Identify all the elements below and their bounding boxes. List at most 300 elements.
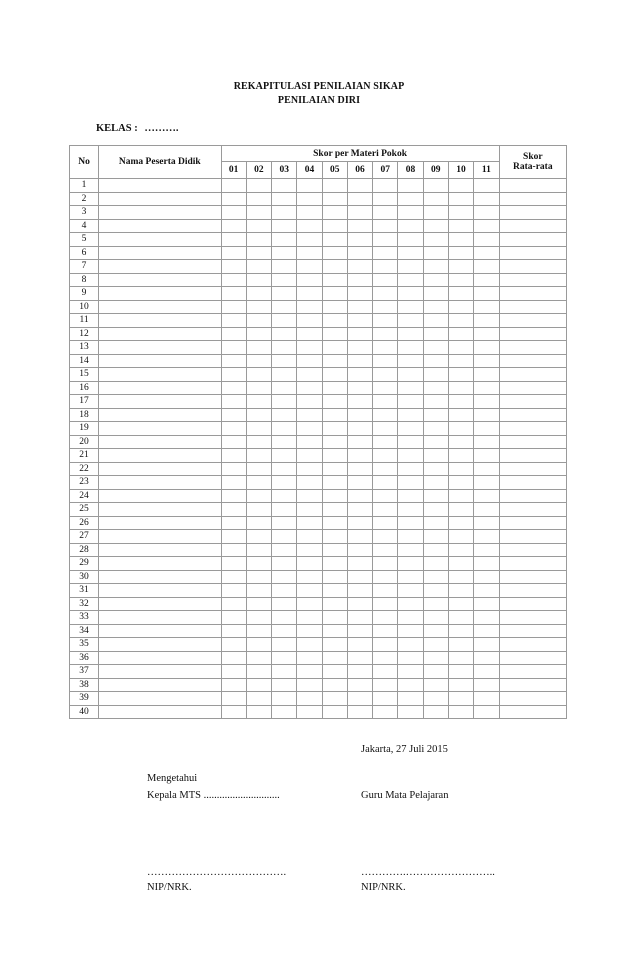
score-cell-08[interactable] [398, 705, 423, 719]
score-cell-05[interactable] [322, 611, 347, 625]
average-score-cell[interactable] [499, 692, 566, 706]
student-name-cell[interactable] [99, 435, 221, 449]
score-cell-06[interactable] [347, 300, 372, 314]
score-cell-04[interactable] [297, 584, 322, 598]
score-cell-05[interactable] [322, 557, 347, 571]
score-cell-11[interactable] [474, 476, 499, 490]
score-cell-01[interactable] [221, 705, 246, 719]
average-score-cell[interactable] [499, 327, 566, 341]
student-name-cell[interactable] [99, 246, 221, 260]
score-cell-04[interactable] [297, 435, 322, 449]
student-name-cell[interactable] [99, 260, 221, 274]
score-cell-04[interactable] [297, 503, 322, 517]
score-cell-10[interactable] [448, 462, 473, 476]
score-cell-06[interactable] [347, 651, 372, 665]
score-cell-03[interactable] [272, 543, 297, 557]
score-cell-08[interactable] [398, 597, 423, 611]
score-cell-07[interactable] [373, 287, 398, 301]
score-cell-11[interactable] [474, 341, 499, 355]
score-cell-08[interactable] [398, 381, 423, 395]
score-cell-09[interactable] [423, 206, 448, 220]
student-name-cell[interactable] [99, 341, 221, 355]
score-cell-05[interactable] [322, 273, 347, 287]
score-cell-04[interactable] [297, 462, 322, 476]
score-cell-05[interactable] [322, 665, 347, 679]
average-score-cell[interactable] [499, 246, 566, 260]
average-score-cell[interactable] [499, 341, 566, 355]
score-cell-08[interactable] [398, 611, 423, 625]
score-cell-01[interactable] [221, 381, 246, 395]
student-name-cell[interactable] [99, 381, 221, 395]
score-cell-07[interactable] [373, 395, 398, 409]
average-score-cell[interactable] [499, 233, 566, 247]
score-cell-05[interactable] [322, 287, 347, 301]
score-cell-09[interactable] [423, 287, 448, 301]
score-cell-03[interactable] [272, 246, 297, 260]
score-cell-09[interactable] [423, 341, 448, 355]
score-cell-04[interactable] [297, 219, 322, 233]
score-cell-04[interactable] [297, 678, 322, 692]
score-cell-09[interactable] [423, 314, 448, 328]
score-cell-05[interactable] [322, 651, 347, 665]
score-cell-11[interactable] [474, 327, 499, 341]
score-cell-07[interactable] [373, 449, 398, 463]
score-cell-10[interactable] [448, 192, 473, 206]
score-cell-04[interactable] [297, 543, 322, 557]
score-cell-07[interactable] [373, 462, 398, 476]
score-cell-10[interactable] [448, 638, 473, 652]
score-cell-01[interactable] [221, 638, 246, 652]
score-cell-06[interactable] [347, 624, 372, 638]
score-cell-11[interactable] [474, 489, 499, 503]
score-cell-03[interactable] [272, 287, 297, 301]
score-cell-10[interactable] [448, 408, 473, 422]
score-cell-02[interactable] [246, 300, 271, 314]
score-cell-10[interactable] [448, 179, 473, 193]
score-cell-05[interactable] [322, 476, 347, 490]
score-cell-01[interactable] [221, 408, 246, 422]
score-cell-01[interactable] [221, 678, 246, 692]
student-name-cell[interactable] [99, 570, 221, 584]
score-cell-06[interactable] [347, 395, 372, 409]
score-cell-01[interactable] [221, 503, 246, 517]
score-cell-07[interactable] [373, 260, 398, 274]
score-cell-04[interactable] [297, 381, 322, 395]
average-score-cell[interactable] [499, 557, 566, 571]
score-cell-08[interactable] [398, 314, 423, 328]
student-name-cell[interactable] [99, 449, 221, 463]
score-cell-02[interactable] [246, 503, 271, 517]
score-cell-06[interactable] [347, 489, 372, 503]
score-cell-05[interactable] [322, 341, 347, 355]
score-cell-05[interactable] [322, 260, 347, 274]
score-cell-06[interactable] [347, 287, 372, 301]
score-cell-07[interactable] [373, 192, 398, 206]
average-score-cell[interactable] [499, 192, 566, 206]
score-cell-03[interactable] [272, 638, 297, 652]
score-cell-11[interactable] [474, 597, 499, 611]
score-cell-11[interactable] [474, 368, 499, 382]
score-cell-01[interactable] [221, 233, 246, 247]
score-cell-03[interactable] [272, 179, 297, 193]
score-cell-01[interactable] [221, 206, 246, 220]
score-cell-10[interactable] [448, 300, 473, 314]
score-cell-07[interactable] [373, 678, 398, 692]
score-cell-09[interactable] [423, 192, 448, 206]
student-name-cell[interactable] [99, 624, 221, 638]
score-cell-10[interactable] [448, 665, 473, 679]
score-cell-08[interactable] [398, 287, 423, 301]
score-cell-09[interactable] [423, 476, 448, 490]
average-score-cell[interactable] [499, 597, 566, 611]
score-cell-06[interactable] [347, 192, 372, 206]
score-cell-11[interactable] [474, 314, 499, 328]
score-cell-06[interactable] [347, 327, 372, 341]
score-cell-08[interactable] [398, 219, 423, 233]
score-cell-10[interactable] [448, 557, 473, 571]
student-name-cell[interactable] [99, 651, 221, 665]
score-cell-10[interactable] [448, 476, 473, 490]
score-cell-01[interactable] [221, 192, 246, 206]
score-cell-02[interactable] [246, 462, 271, 476]
score-cell-01[interactable] [221, 597, 246, 611]
score-cell-01[interactable] [221, 651, 246, 665]
score-cell-11[interactable] [474, 408, 499, 422]
score-cell-03[interactable] [272, 705, 297, 719]
student-name-cell[interactable] [99, 611, 221, 625]
student-name-cell[interactable] [99, 476, 221, 490]
score-cell-07[interactable] [373, 489, 398, 503]
score-cell-09[interactable] [423, 651, 448, 665]
score-cell-07[interactable] [373, 692, 398, 706]
student-name-cell[interactable] [99, 530, 221, 544]
score-cell-07[interactable] [373, 179, 398, 193]
average-score-cell[interactable] [499, 638, 566, 652]
score-cell-04[interactable] [297, 422, 322, 436]
score-cell-07[interactable] [373, 246, 398, 260]
score-cell-02[interactable] [246, 395, 271, 409]
average-score-cell[interactable] [499, 314, 566, 328]
score-cell-03[interactable] [272, 260, 297, 274]
score-cell-02[interactable] [246, 557, 271, 571]
student-name-cell[interactable] [99, 503, 221, 517]
score-cell-06[interactable] [347, 368, 372, 382]
score-cell-08[interactable] [398, 462, 423, 476]
score-cell-04[interactable] [297, 692, 322, 706]
student-name-cell[interactable] [99, 219, 221, 233]
score-cell-11[interactable] [474, 449, 499, 463]
score-cell-08[interactable] [398, 543, 423, 557]
score-cell-08[interactable] [398, 476, 423, 490]
average-score-cell[interactable] [499, 611, 566, 625]
score-cell-02[interactable] [246, 368, 271, 382]
student-name-cell[interactable] [99, 287, 221, 301]
score-cell-06[interactable] [347, 354, 372, 368]
score-cell-02[interactable] [246, 584, 271, 598]
score-cell-11[interactable] [474, 611, 499, 625]
score-cell-02[interactable] [246, 422, 271, 436]
score-cell-04[interactable] [297, 246, 322, 260]
score-cell-04[interactable] [297, 408, 322, 422]
score-cell-07[interactable] [373, 327, 398, 341]
score-cell-07[interactable] [373, 435, 398, 449]
score-cell-03[interactable] [272, 314, 297, 328]
score-cell-06[interactable] [347, 422, 372, 436]
score-cell-07[interactable] [373, 638, 398, 652]
score-cell-11[interactable] [474, 219, 499, 233]
score-cell-08[interactable] [398, 260, 423, 274]
score-cell-07[interactable] [373, 300, 398, 314]
score-cell-08[interactable] [398, 233, 423, 247]
score-cell-10[interactable] [448, 543, 473, 557]
student-name-cell[interactable] [99, 354, 221, 368]
score-cell-05[interactable] [322, 530, 347, 544]
student-name-cell[interactable] [99, 678, 221, 692]
score-cell-11[interactable] [474, 179, 499, 193]
score-cell-09[interactable] [423, 516, 448, 530]
student-name-cell[interactable] [99, 300, 221, 314]
score-cell-01[interactable] [221, 611, 246, 625]
score-cell-07[interactable] [373, 368, 398, 382]
score-cell-08[interactable] [398, 557, 423, 571]
score-cell-02[interactable] [246, 476, 271, 490]
score-cell-11[interactable] [474, 543, 499, 557]
score-cell-10[interactable] [448, 260, 473, 274]
average-score-cell[interactable] [499, 543, 566, 557]
score-cell-02[interactable] [246, 489, 271, 503]
score-cell-10[interactable] [448, 368, 473, 382]
score-cell-02[interactable] [246, 381, 271, 395]
score-cell-11[interactable] [474, 192, 499, 206]
score-cell-06[interactable] [347, 246, 372, 260]
score-cell-06[interactable] [347, 516, 372, 530]
score-cell-08[interactable] [398, 665, 423, 679]
score-cell-05[interactable] [322, 233, 347, 247]
score-cell-02[interactable] [246, 678, 271, 692]
score-cell-04[interactable] [297, 395, 322, 409]
score-cell-07[interactable] [373, 665, 398, 679]
average-score-cell[interactable] [499, 705, 566, 719]
score-cell-02[interactable] [246, 327, 271, 341]
score-cell-08[interactable] [398, 368, 423, 382]
score-cell-02[interactable] [246, 651, 271, 665]
score-cell-08[interactable] [398, 300, 423, 314]
score-cell-01[interactable] [221, 584, 246, 598]
score-cell-11[interactable] [474, 584, 499, 598]
score-cell-09[interactable] [423, 273, 448, 287]
score-cell-02[interactable] [246, 449, 271, 463]
score-cell-07[interactable] [373, 219, 398, 233]
score-cell-10[interactable] [448, 530, 473, 544]
score-cell-06[interactable] [347, 341, 372, 355]
score-cell-04[interactable] [297, 489, 322, 503]
student-name-cell[interactable] [99, 489, 221, 503]
score-cell-02[interactable] [246, 273, 271, 287]
score-cell-10[interactable] [448, 570, 473, 584]
score-cell-05[interactable] [322, 368, 347, 382]
score-cell-08[interactable] [398, 678, 423, 692]
score-cell-02[interactable] [246, 206, 271, 220]
score-cell-01[interactable] [221, 300, 246, 314]
score-cell-04[interactable] [297, 557, 322, 571]
score-cell-02[interactable] [246, 246, 271, 260]
score-cell-03[interactable] [272, 341, 297, 355]
score-cell-02[interactable] [246, 408, 271, 422]
score-cell-01[interactable] [221, 327, 246, 341]
score-cell-11[interactable] [474, 557, 499, 571]
score-cell-04[interactable] [297, 651, 322, 665]
score-cell-03[interactable] [272, 422, 297, 436]
score-cell-11[interactable] [474, 462, 499, 476]
score-cell-02[interactable] [246, 314, 271, 328]
score-cell-05[interactable] [322, 354, 347, 368]
score-cell-01[interactable] [221, 462, 246, 476]
score-cell-04[interactable] [297, 273, 322, 287]
average-score-cell[interactable] [499, 219, 566, 233]
average-score-cell[interactable] [499, 206, 566, 220]
average-score-cell[interactable] [499, 503, 566, 517]
score-cell-03[interactable] [272, 368, 297, 382]
score-cell-07[interactable] [373, 233, 398, 247]
score-cell-03[interactable] [272, 449, 297, 463]
student-name-cell[interactable] [99, 206, 221, 220]
student-name-cell[interactable] [99, 395, 221, 409]
score-cell-06[interactable] [347, 233, 372, 247]
score-cell-09[interactable] [423, 692, 448, 706]
score-cell-02[interactable] [246, 611, 271, 625]
score-cell-06[interactable] [347, 692, 372, 706]
score-cell-08[interactable] [398, 570, 423, 584]
score-cell-05[interactable] [322, 219, 347, 233]
score-cell-07[interactable] [373, 381, 398, 395]
score-cell-10[interactable] [448, 516, 473, 530]
score-cell-04[interactable] [297, 611, 322, 625]
score-cell-05[interactable] [322, 597, 347, 611]
score-cell-03[interactable] [272, 476, 297, 490]
student-name-cell[interactable] [99, 422, 221, 436]
score-cell-10[interactable] [448, 597, 473, 611]
score-cell-09[interactable] [423, 557, 448, 571]
score-cell-01[interactable] [221, 516, 246, 530]
student-name-cell[interactable] [99, 597, 221, 611]
score-cell-01[interactable] [221, 287, 246, 301]
score-cell-07[interactable] [373, 584, 398, 598]
average-score-cell[interactable] [499, 665, 566, 679]
score-cell-09[interactable] [423, 584, 448, 598]
score-cell-06[interactable] [347, 206, 372, 220]
score-cell-09[interactable] [423, 449, 448, 463]
score-cell-05[interactable] [322, 300, 347, 314]
score-cell-08[interactable] [398, 341, 423, 355]
score-cell-02[interactable] [246, 692, 271, 706]
score-cell-03[interactable] [272, 665, 297, 679]
score-cell-11[interactable] [474, 260, 499, 274]
score-cell-09[interactable] [423, 246, 448, 260]
score-cell-10[interactable] [448, 651, 473, 665]
score-cell-01[interactable] [221, 422, 246, 436]
score-cell-10[interactable] [448, 354, 473, 368]
score-cell-05[interactable] [322, 503, 347, 517]
score-cell-01[interactable] [221, 341, 246, 355]
score-cell-01[interactable] [221, 570, 246, 584]
score-cell-06[interactable] [347, 678, 372, 692]
score-cell-10[interactable] [448, 449, 473, 463]
score-cell-11[interactable] [474, 570, 499, 584]
score-cell-07[interactable] [373, 705, 398, 719]
score-cell-05[interactable] [322, 705, 347, 719]
average-score-cell[interactable] [499, 300, 566, 314]
score-cell-03[interactable] [272, 219, 297, 233]
score-cell-09[interactable] [423, 381, 448, 395]
student-name-cell[interactable] [99, 638, 221, 652]
score-cell-04[interactable] [297, 341, 322, 355]
score-cell-09[interactable] [423, 597, 448, 611]
score-cell-10[interactable] [448, 624, 473, 638]
score-cell-03[interactable] [272, 206, 297, 220]
score-cell-06[interactable] [347, 503, 372, 517]
score-cell-09[interactable] [423, 665, 448, 679]
score-cell-03[interactable] [272, 327, 297, 341]
score-cell-07[interactable] [373, 543, 398, 557]
score-cell-02[interactable] [246, 705, 271, 719]
average-score-cell[interactable] [499, 489, 566, 503]
score-cell-07[interactable] [373, 206, 398, 220]
score-cell-10[interactable] [448, 273, 473, 287]
score-cell-04[interactable] [297, 206, 322, 220]
score-cell-11[interactable] [474, 530, 499, 544]
average-score-cell[interactable] [499, 570, 566, 584]
score-cell-05[interactable] [322, 584, 347, 598]
score-cell-04[interactable] [297, 233, 322, 247]
score-cell-11[interactable] [474, 287, 499, 301]
score-cell-06[interactable] [347, 408, 372, 422]
student-name-cell[interactable] [99, 179, 221, 193]
score-cell-08[interactable] [398, 692, 423, 706]
score-cell-11[interactable] [474, 692, 499, 706]
score-cell-03[interactable] [272, 462, 297, 476]
student-name-cell[interactable] [99, 584, 221, 598]
score-cell-03[interactable] [272, 354, 297, 368]
score-cell-03[interactable] [272, 233, 297, 247]
score-cell-03[interactable] [272, 584, 297, 598]
score-cell-07[interactable] [373, 354, 398, 368]
student-name-cell[interactable] [99, 327, 221, 341]
score-cell-04[interactable] [297, 287, 322, 301]
average-score-cell[interactable] [499, 408, 566, 422]
score-cell-05[interactable] [322, 692, 347, 706]
average-score-cell[interactable] [499, 381, 566, 395]
score-cell-01[interactable] [221, 368, 246, 382]
score-cell-01[interactable] [221, 314, 246, 328]
score-cell-01[interactable] [221, 219, 246, 233]
score-cell-09[interactable] [423, 638, 448, 652]
score-cell-09[interactable] [423, 462, 448, 476]
student-name-cell[interactable] [99, 368, 221, 382]
score-cell-06[interactable] [347, 381, 372, 395]
score-cell-04[interactable] [297, 300, 322, 314]
score-cell-06[interactable] [347, 570, 372, 584]
score-cell-02[interactable] [246, 287, 271, 301]
score-cell-06[interactable] [347, 179, 372, 193]
score-cell-01[interactable] [221, 692, 246, 706]
score-cell-09[interactable] [423, 530, 448, 544]
average-score-cell[interactable] [499, 354, 566, 368]
score-cell-10[interactable] [448, 206, 473, 220]
score-cell-07[interactable] [373, 516, 398, 530]
score-cell-09[interactable] [423, 327, 448, 341]
score-cell-06[interactable] [347, 543, 372, 557]
score-cell-08[interactable] [398, 246, 423, 260]
